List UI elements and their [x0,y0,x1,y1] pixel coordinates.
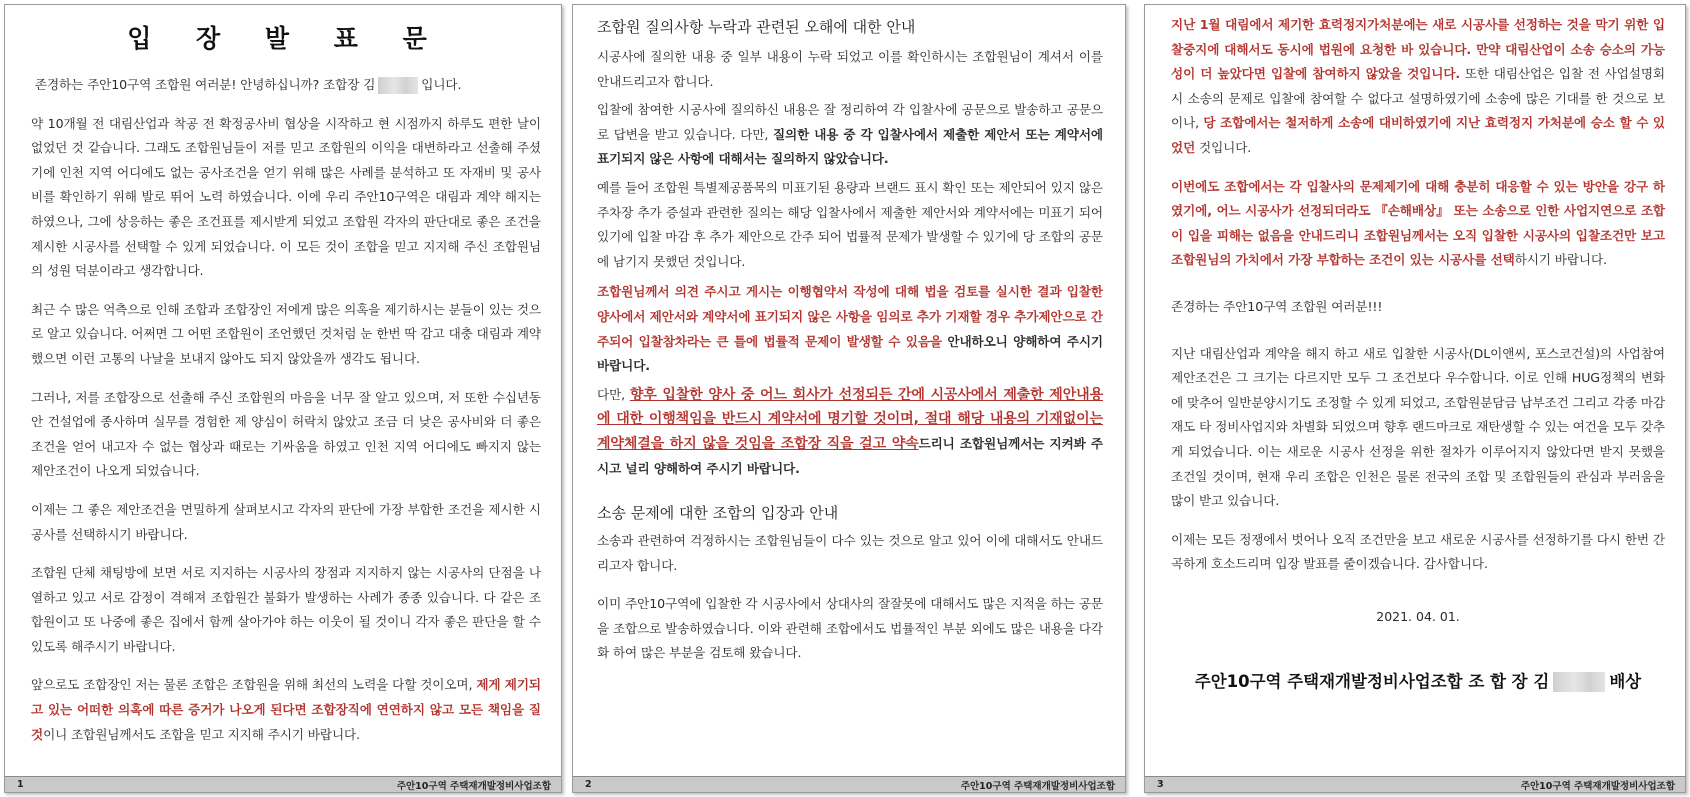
signature-suffix: 배상 [1609,671,1642,691]
highlight-text: 향후 입찰한 양사 중 어느 회사가 선정되든 간에 시공사에서 제출한 제안내용에 대한 이행책임을 반드시 계약서에 명기할 것이며, 절대 해당 내용의 기재없이는 계약체결을 하지 않을 것임을 조합장 직을 걸고 약속 [597,386,1103,452]
page-number: 2 [585,779,592,790]
highlight-text: 제게 제기되고 있는 어떠한 의혹에 따른 증거가 나오게 된다면 조합장직에 연연하지 않고 모든 책임을 질 것 [31,677,541,742]
document-page-1 [4,4,562,793]
page-number: 1 [17,779,24,790]
text-run: 다만, [597,386,630,402]
paragraph: 약 10개월 전 대림산업과 착공 전 확정공사비 협상을 시작하고 현 시점까지 하루도 편한 날이 없었던 것 같습니다. 그래도 조합원님들이 저를 믿고 조합원의 이익을 대변하라고 선출해 주셨기에 인천 지역 어디에도 없는 공사조건을 얻기 위해 많은 사례를 분석하고 또 자재비 및 공사비를 확인하기 위해 발로 뛰어 노력 하였습니다. 이에 우리 주안10구역은 대림과 계약 해지는 하였으나, 그에 상응하는 좋은 조건표를 제시받게 되었고 조합원 각자의 판단대로 좋은 조건을 제시한 시공사를 선택할 수 있게 되었습니다. 이 모든 것이 조합을 믿고 지지해 주신 조합원님의 성원 덕분이라고 생각합니다. [31,115,541,279]
paragraph [1171,13,1665,161]
greeting-text: 존경하는 주안10구역 조합원 여러분! 안녕하십니까? 조합장 김 [34,77,376,92]
paragraph: 예를 들어 조합원 특별제공품목의 미표기된 용량과 브랜드 표시 확인 또는 제안되어 있지 않은 주차장 추가 증설과 관련한 질의는 해당 입찰사에서 제출한 제안서와 계약서에는 미표기 되어 있기에 입찰 마감 후 추가 제안으로 간주 되어 법률적 문제가 발생할 수 있기에 당 조합의 공문에 남기지 못했던 것입니다. [597,179,1103,269]
bold-text: 드리니 조합원님께서는 지켜봐 주시고 널리 양해하여 주시기 바랍니다. [597,435,1103,476]
paragraph: 이제는 그 좋은 제안조건을 면밀하게 살펴보시고 각자의 판단에 가장 부합한 조건을 제시한 시공사를 선택하시기 바랍니다. [31,501,541,542]
paragraph: 존경하는 주안10구역 조합원 여러분!!! [1171,298,1383,314]
paragraph: 조합원 단체 채팅방에 보면 서로 지지하는 시공사의 장점과 지지하지 않는 시공사의 단점을 나열하고 있고 서로 감정이 격해져 조합원간 불화가 발생하는 사례가 종종 있습니다. 다 같은 조합원이고 또 나중에 좋은 집에서 함께 살아가야 하는 이웃이 될 것이니 각자 좋은 판단을 할 수 있도록 해주시기 바랍니다. [31,565,541,654]
bold-text: 질의한 내용 중 각 입찰사에서 제출한 제안서 또는 계약서에 표기되지 않은 사항에 대해서는 질의하지 않았습니다. [597,126,1103,167]
highlight-text: 지난 1월 대림에서 제기한 효력정지가처분에는 새로 시공사를 선정하는 것을 막기 위한 입찰중지에 대해서도 동시에 법원에 요청한 바 있습니다. 만약 대림산업이 소송 승소의 가능성이 더 높았다면 입찰에 참여하지 않았을 것입니다. [1171,17,1665,82]
text-run: 앞으로도 조합장인 저는 물론 조합은 조합원을 위해 최선의 노력을 다할 것이오며, [31,677,477,693]
footer-org: 주안10구역 주택재개발정비사업조합 [396,780,551,792]
bold-text: 안내하오니 양해하여 주시기 바랍니다. [597,333,1104,374]
text-run: 입찰에 참여한 시공사에 질의하신 내용은 잘 정리하여 각 입찰사에 공문으로 발송하고 공문으로 답변을 받고 있습니다. 다만, [597,102,1103,142]
paragraph: 시공사에 질의한 내용 중 일부 내용이 누락 되었고 이를 확인하시는 조합원님이 계셔서 이를 안내드리고자 합니다. [597,49,1103,89]
paragraph [597,280,1103,378]
paragraph [597,98,1103,172]
document-page-3 [1144,4,1686,793]
paragraph [1171,175,1665,273]
page-footer [1145,776,1685,792]
highlight-text: 조합원님께서 의견 주시고 게시는 이행협약서 작성에 대해 법을 검토를 실시한 결과 입찰한 양사에서 제안서와 계약서에 표기되지 않은 사항을 임의로 추가 기재할 경우 추가제안으로 간주되어 입찰참차라는 큰 틀에 법률적 문제이 발생할 수 있음을 [597,284,1103,349]
paragraph: 지난 대림산업과 계약을 해지 하고 새로 입찰한 시공사(DL이앤씨, 포스코건설)의 사업참여제안조건은 그 크기는 다르지만 모두 그 조건보다 우수합니다. 이로 인해 HUG정책의 변화에 맞추어 일반분양시기도 조정할 수 있게 되었고, 조합원분담금 납부조건 그리고 각종 마감재도 타 정비사업지와 차별화 되었으며 향후 랜드마크로 재탄생할 수 있는 여건을 모두 갖추게 되었습니다. 이는 새로운 시공사 선정을 위한 절차가 이루어지지 않았다면 받지 못했을 조건일 것이며, 현재 우리 조합은 인천은 물론 전국의 조합 및 조합원들의 관심과 부러움을 많이 받고 있습니다. [1171,345,1665,509]
paragraph: 그러나, 저를 조합장으로 선출해 주신 조합원의 마음을 너무 잘 알고 있으며, 저 또한 수십년동안 건설업에 종사하며 실무를 경험한 제 양심이 허락치 않았고 조금 더 낮은 공사비와 더 좋은 조건을 얻어 내고자 수 없는 협상과 때로는 기싸움을 하였고 인천 지역 어디에도 빠지지 않는 제안조건이 나오게 되었습니다. [31,389,541,479]
page-footer [573,776,1125,792]
highlight-text: 당 조합에서는 철저하게 소송에 대비하였기에 지난 효력정지 가처분에 승소 할 수 있었던 [1171,115,1665,155]
redacted-name [1553,672,1605,692]
page-number: 3 [1157,779,1164,790]
text-run: 것입니다. [1195,139,1252,155]
footer-org: 주안10구역 주택재개발정비사업조합 [1520,780,1675,792]
greeting-suffix: 입니다. [421,77,462,92]
document-page-2 [572,4,1126,793]
paragraph [31,673,541,747]
paragraph: 이미 주안10구역에 입찰한 각 시공사에서 상대사의 잘잘못에 대해서도 많은 지적을 하는 공문을 조합으로 발송하였습니다. 이와 관련해 조합에서도 법률적인 부분 외에도 많은 내용을 다각화 하여 많은 부분을 검토해 왔습니다. [597,596,1103,661]
highlight-text: 이번에도 조합에서는 각 입찰사의 문제제기에 대해 충분히 대응할 수 있는 방안을 강구 하였기에, 어느 시공사가 선정되더라도 『손해배상』 또는 소송으로 인한 사업지연으로 조합이 입을 피해는 없음을 안내드리니 조합원님께서는 오직 입찰한 시공사의 입찰조건만 보고 조합원님의 가치에서 가장 부합하는 조건이 있는 시공사를 선택 [1171,178,1665,268]
page-title: 입 장 발 표 문 [127,24,445,53]
section-heading: 조합원 질의사항 누락과 관련된 오해에 대한 안내 [597,18,916,36]
signature-org: 주안10구역 주택재개발정비사업조합 조 합 장 김 [1194,671,1550,691]
greeting [31,73,541,98]
paragraph: 이제는 모든 정쟁에서 벗어나 오직 조건만을 보고 새로운 시공사를 선정하기를 다시 한번 간곡하게 호소드리며 입장 발표를 줄이겠습니다. 감사합니다. [1171,531,1665,572]
footer-org: 주안10구역 주택재개발정비사업조합 [960,780,1115,792]
section-heading: 소송 문제에 대한 조합의 입장과 안내 [597,504,839,523]
paragraph [597,383,1103,481]
paragraph: 최근 수 많은 억측으로 인해 조합과 조합장인 저에게 많은 의혹을 제기하시는 분들이 있는 것으로 알고 있습니다. 어쩌면 그 어떤 조합원이 조언했던 것처럼 눈 한번 딱 감고 대충 대림과 계약 했으면 이런 고통의 나날을 보내지 않아도 되지 않았을까 생각도 됩니다. [31,301,541,366]
redacted-name [378,77,418,94]
paragraph: 소송과 관련하여 걱정하시는 조합원님들이 다수 있는 것으로 알고 있어 이에 대해서도 안내드리고자 합니다. [597,533,1103,573]
text-run: 또한 대림산업은 입찰 전 사업설명회 시 소송의 문제로 입찰에 참여할 수 없다고 설명하였기에 소송에 많은 기대를 한 것으로 보이나, [1171,66,1665,131]
page-footer [5,776,561,792]
signature-line [1171,670,1665,694]
text-run: 하시기 바랍니다. [1514,252,1607,268]
text-run: 이니 조합원님께서도 조합을 믿고 지지해 주시기 바랍니다. [43,726,360,742]
document-date: 2021. 04. 01. [1376,608,1460,624]
